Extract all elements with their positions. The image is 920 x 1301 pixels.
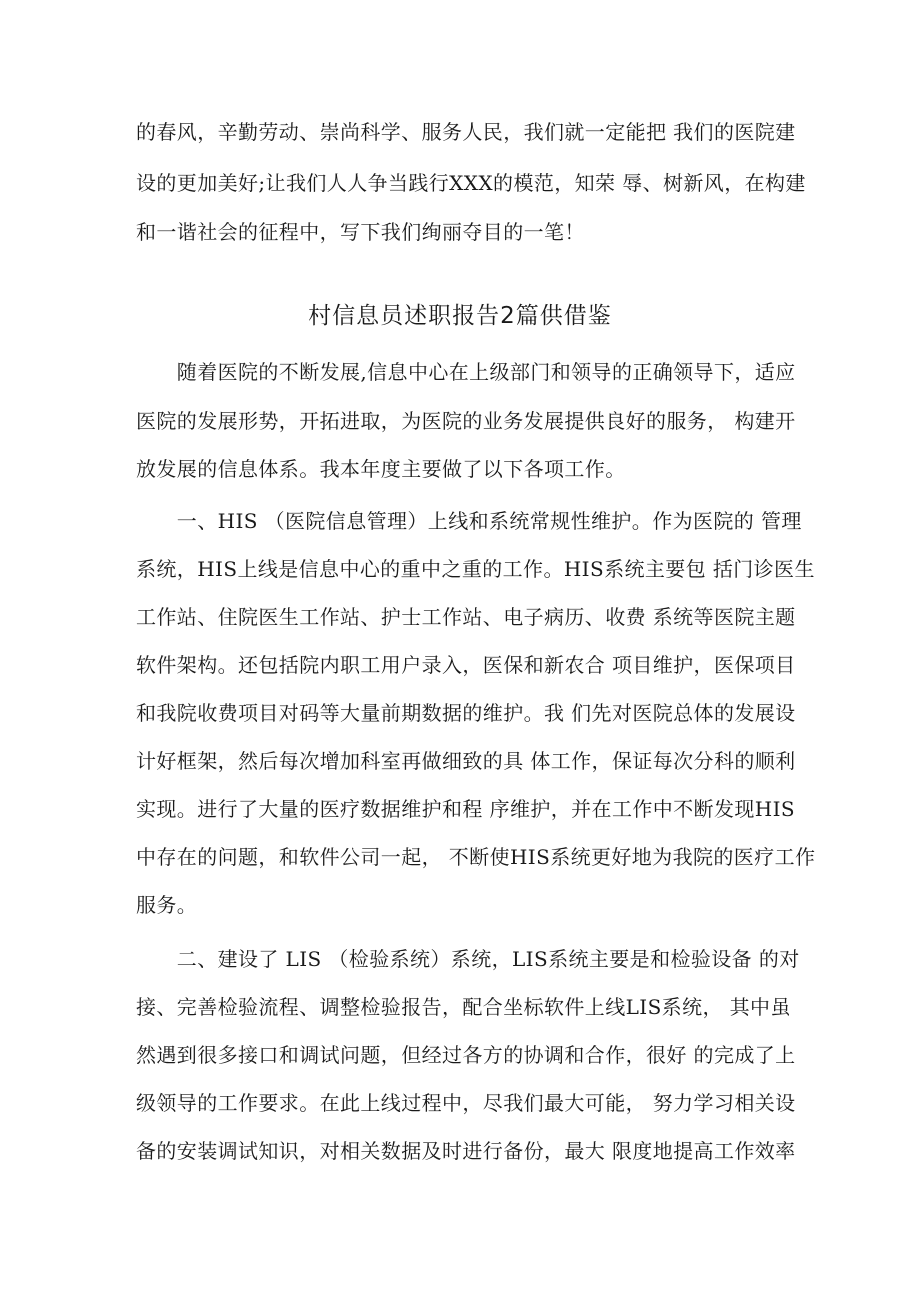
text-line: 接、完善检验流程、调整检验报告，配合坐标软件上线LIS系统， 其中虽: [136, 995, 791, 1019]
text-line: 服务。: [136, 893, 198, 917]
document-title: 村信息员述职报告2篇供借鉴: [308, 303, 612, 329]
text-line: 实现。进行了大量的医疗数据维护和程 序维护，并在工作中不断发现HIS: [136, 797, 795, 821]
text-line: 软件架构。还包括院内职工用户录入，医保和新农合 项目维护，医保项目: [136, 653, 796, 677]
text-line: 的春风，辛勤劳动、崇尚科学、服务人民，我们就一定能把 我们的医院建: [136, 120, 796, 144]
text-line: 和我院收费项目对码等大量前期数据的维护。我 们先对医院总体的发展设: [136, 701, 796, 725]
text-line: 备的安装调试知识，对相关数据及时进行备份，最大 限度地提高工作效率: [136, 1139, 796, 1163]
text-line: 然遇到很多接口和调试问题，但经过各方的协调和合作，很好 的完成了上: [136, 1043, 796, 1067]
text-line: 系统，HIS上线是信息中心的重中之重的工作。HIS系统主要包 括门诊医生: [136, 557, 815, 581]
text-line: 计好框架，然后每次增加科室再做细致的具 体工作，保证每次分科的顺利: [136, 749, 796, 773]
text-line: 中存在的问题，和软件公司一起， 不断使HIS系统更好地为我院的医疗工作: [136, 845, 816, 869]
text-line: 和一谐社会的征程中，写下我们绚丽夺目的一笔！: [136, 220, 585, 244]
text-line: 放发展的信息体系。我本年度主要做了以下各项工作。: [136, 457, 626, 481]
text-line: 设的更加美好;让我们人人争当践行XXX的模范，知荣 辱、树新风，在构建: [136, 171, 806, 195]
text-line: 级领导的工作要求。在此上线过程中，尽我们最大可能， 努力学习相关设: [136, 1091, 796, 1115]
text-line: 工作站、住院医生工作站、护士工作站、电子病历、收费 系统等医院主题: [136, 605, 796, 629]
text-line: 随着医院的不断发展,信息中心在上级部门和领导的正确领导下，适应: [136, 360, 796, 384]
text-line: 一、HIS （医院信息管理）上线和系统常规性维护。作为医院的 管理: [136, 509, 802, 533]
text-line: 二、建设了 LIS （检验系统）系统，LIS系统主要是和检验设备 的对: [136, 947, 800, 971]
text-line: 医院的发展形势，开拓进取，为医院的业务发展提供良好的服务， 构建开: [136, 409, 796, 433]
